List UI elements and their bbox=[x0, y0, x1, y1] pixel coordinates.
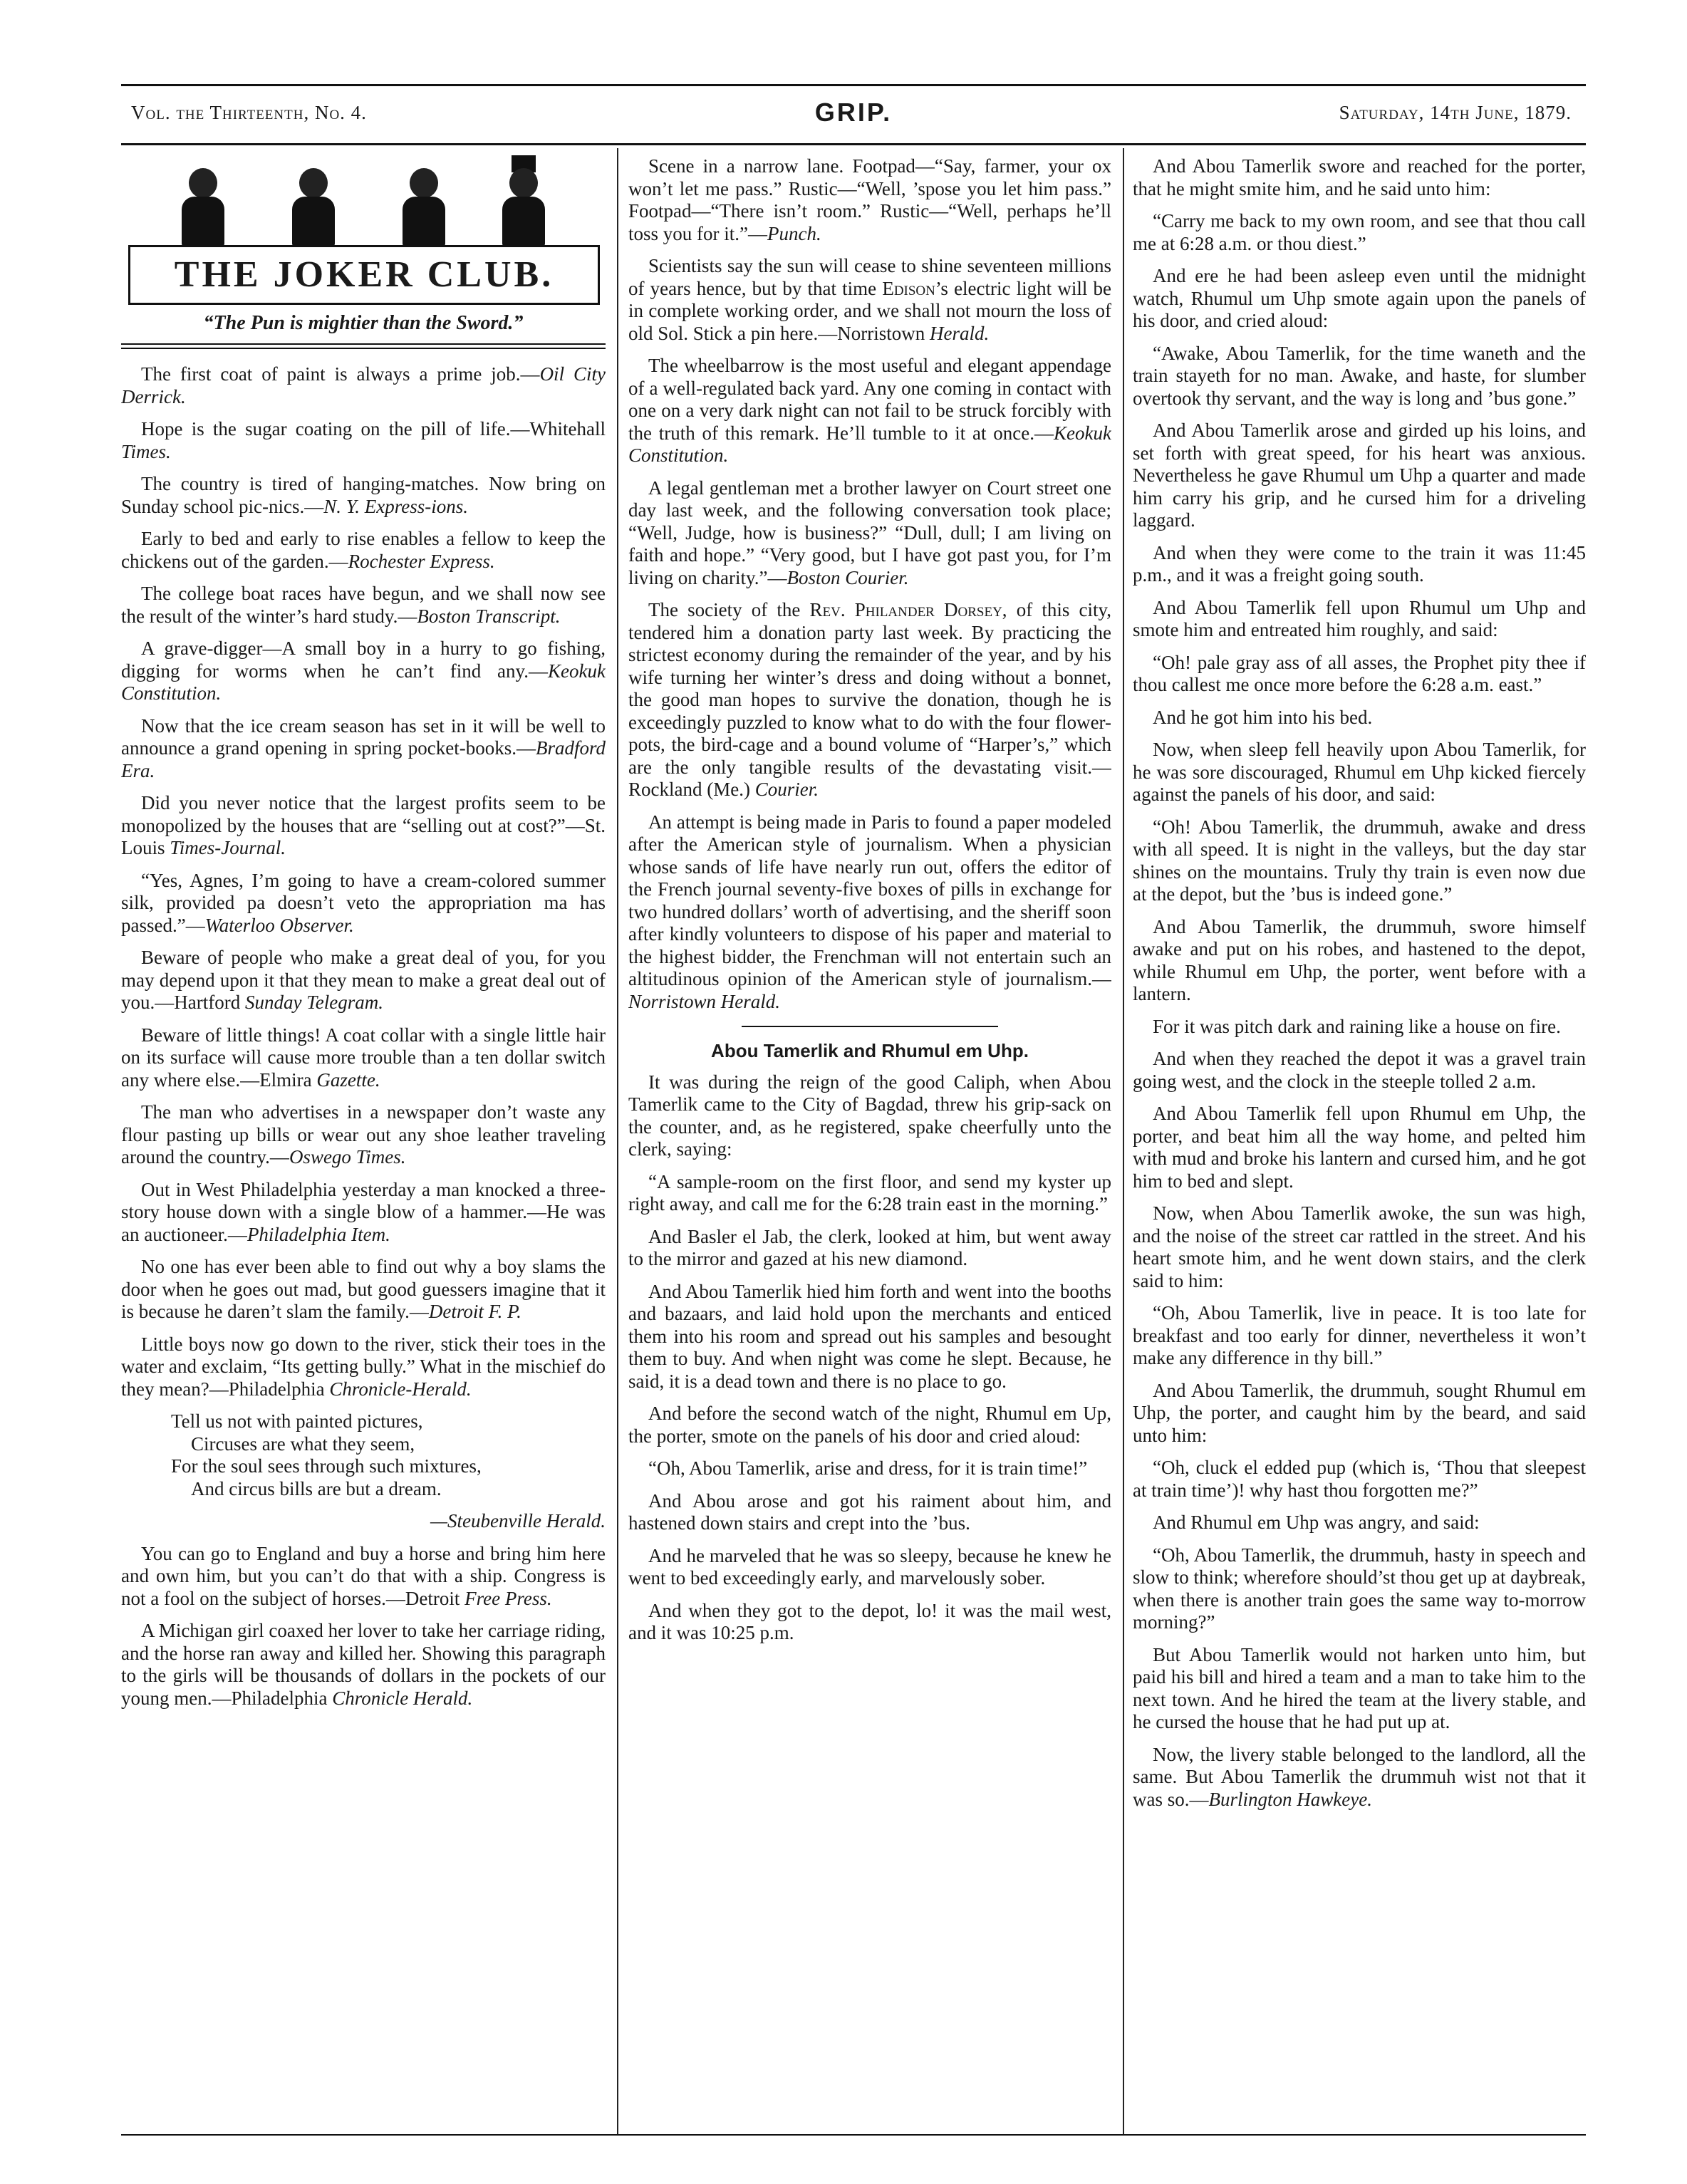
joke-item: You can go to England and buy a horse and bring him here and own him, but you can’t do that with a ship. Congress is not a fool on the subject of horses.—Detroit Free Press. bbox=[121, 1542, 606, 1609]
story-paragraph: “Oh! Abou Tamerlik, the drummuh, awake and dress with all speed. It is night in the valleys, but the day star shines on the mountains. Truly thy train is even now due at the depot, but the ’bus is indeed gone.” bbox=[1133, 816, 1586, 905]
story-paragraph: And Basler el Jab, the clerk, looked at him, but went away to the mirror and gazed at his new diamond. bbox=[628, 1225, 1111, 1269]
story-paragraph: Now, the livery stable belonged to the landlord, all the same. But Abou Tamerlik the drummuh wist not that it was so.—Burlington Hawkeye. bbox=[1133, 1743, 1586, 1810]
joke-item: Out in West Philadelphia yesterday a man knocked a three-story house down with a single blow of a hammer.—He was an auctioneer.—Philadelphia Item. bbox=[121, 1178, 606, 1245]
joke-item: A grave-digger—A small boy in a hurry to go fishing, digging for worms when he can’t find any.—Keokuk Constitution. bbox=[121, 638, 606, 704]
joke-item: No one has ever been able to find out why a boy slams the door when he goes out mad, but good guessers imagine that it is because he daren’t slam the family.—Detroit F. P. bbox=[121, 1256, 606, 1322]
joke-item: “Yes, Agnes, I’m going to have a cream-colored summer silk, provided pa doesn’t veto the appropriation ma has passed.”—Waterloo Observer. bbox=[121, 869, 606, 936]
story-paragraph: For it was pitch dark and raining like a house on fire. bbox=[1153, 1015, 1561, 1037]
story-paragraph: And before the second watch of the night, Rhumul em Up, the porter, smote on the panels of his door and cried aloud: bbox=[628, 1403, 1111, 1447]
story-paragraph: And Abou Tamerlik swore and reached for the porter, that he might smite him, and he said unto him: bbox=[1133, 155, 1586, 199]
joke-item: The society of the Rev. Philander Dorsey, of this city, tendered him a donation party last week. By practicing the strictest economy during the remainder of the year, and by his wife turning her winter’s dress and doing without a bonnet, the good man hopes to survive the donation, though he is exceedingly puzzled to know what to do with the four flower-pots, the bird-cage and a bound volume of “Harper’s,” which are the only tangible results of the devastating visit.—Rockland (Me.) Courier. bbox=[628, 599, 1111, 800]
separator-rule bbox=[742, 1026, 998, 1027]
column-2 bbox=[628, 155, 1111, 2136]
story-paragraph: And Abou Tamerlik fell upon Rhumul em Uhp, the porter, and beat him all the way home, and pelted him with mud and broke his lantern and cursed him, and he got him to bed and slept. bbox=[1133, 1103, 1586, 1192]
page-header bbox=[121, 84, 1586, 145]
joke-item: The first coat of paint is always a prime job.—Oil City Derrick. bbox=[121, 363, 606, 407]
story-paragraph: And when they reached the depot it was a gravel train going west, and the clock in the steeple tolled 2 a.m. bbox=[1133, 1048, 1586, 1092]
story-paragraph: And ere he had been asleep even until the midnight watch, Rhumul um Uhp smote again upon the panels of his door, and cried aloud: bbox=[1133, 265, 1586, 331]
story-paragraph: And Abou Tamerlik fell upon Rhumul um Uhp and smote him and entreated him roughly, and said: bbox=[1133, 596, 1586, 640]
joke-item: Beware of little things! A coat collar with a single little hair on its surface will cause more trouble than a ten dollar switch any where else.—Elmira Gazette. bbox=[121, 1024, 606, 1091]
joke-item: A legal gentleman met a brother lawyer on Court street one day last week, and the following conversation took place; “Well, Judge, how is business?” “Dull, dull; I am living on faith and hope.” “Very good, but I have got past you, for I’m living on charity.”—Boston Courier. bbox=[628, 477, 1111, 588]
page-bottom-rule bbox=[121, 2134, 1586, 2136]
story-paragraph: And Abou arose and got his raiment about him, and hastened down stairs and crept into the ’bus. bbox=[628, 1489, 1111, 1534]
story-paragraph: “Oh! pale gray ass of all asses, the Prophet pity thee if thou callest me once more before the 6:28 a.m. east.” bbox=[1133, 651, 1586, 695]
joke-item: Hope is the sugar coating on the pill of life.—Whitehall Times. bbox=[121, 418, 606, 462]
joke-item: The college boat races have begun, and we shall now see the result of the winter’s hard study.—Boston Transcript. bbox=[121, 583, 606, 627]
joke-item: Did you never notice that the largest profits seem to be monopolized by the houses that are “selling out at cost?”—St. Louis Times-Journal. bbox=[121, 792, 606, 858]
jester-figure bbox=[289, 168, 338, 246]
verse-source: —Steubenville Herald. bbox=[430, 1510, 606, 1532]
verse-line: Tell us not with painted pictures, bbox=[171, 1410, 423, 1432]
joke-item: The man who advertises in a newspaper don’t waste any flour pasting up bills or wear out any shoe leather traveling around the country.—Oswego Times. bbox=[121, 1101, 606, 1168]
joke-item: Little boys now go down to the river, stick their toes in the water and exclaim, “Its getting bully.” What in the mischief do they mean?—Philadelphia Chronicle-Herald. bbox=[121, 1333, 606, 1400]
joke-item: An attempt is being made in Paris to found a paper modeled after the American style of journalism. When a physician whose sands of life have nearly run out, offers the editor of the French journal seventy-five boxes of pills in exchange for two hundred dollars’ worth of advertising, and the sheriff soon after kindly volunteers to dispose of his paper and material to the highest bidder, the Frenchman will not entertain such an altitudinous opinion of the American style of journalism.—Norristown Herald. bbox=[628, 811, 1111, 1012]
column-3 bbox=[1133, 155, 1586, 2136]
story-paragraph: And when they were come to the train it was 11:45 p.m., and it was a freight going south. bbox=[1133, 541, 1586, 586]
story-title: Abou Tamerlik and Rhumul em Uhp. bbox=[711, 1040, 1029, 1061]
joke-item: The country is tired of hanging-matches. Now bring on Sunday school pic-nics.—N. Y. Express-ions. bbox=[121, 473, 606, 517]
story-paragraph: And Abou Tamerlik arose and girded up his loins, and set forth with great speed, for his heart was anxious. Nevertheless he gave Rhumul um Uhp a quarter and made him carry his grip, and he cursed him for a driveling laggard. bbox=[1133, 420, 1586, 531]
jester-figures-illustration bbox=[164, 161, 563, 246]
story-paragraph: “Awake, Abou Tamerlik, for the time waneth and the train stayeth for no man. Awake, and haste, for slumber overtook thy servant, and the way is long and ’bus gone.” bbox=[1133, 342, 1586, 409]
column-divider bbox=[1123, 148, 1124, 2136]
verse bbox=[171, 1410, 606, 1500]
column-divider bbox=[617, 148, 618, 2136]
verse-line: For the soul sees through such mixtures, bbox=[171, 1455, 482, 1477]
verse-line: And circus bills are but a dream. bbox=[191, 1477, 442, 1499]
story-paragraph: “Oh, cluck el edded pup (which is, ‘Thou that sleepest at train time’)! why hast thou forgotten me?” bbox=[1133, 1457, 1586, 1501]
joke-item: Beware of people who make a great deal of you, for you may depend upon it that they mean to make a great deal out of you.—Hartford Sunday Telegram. bbox=[121, 947, 606, 1013]
story-paragraph: “Oh, Abou Tamerlik, arise and dress, for it is train time!” bbox=[648, 1457, 1088, 1479]
story-paragraph: Now, when Abou Tamerlik awoke, the sun was high, and the noise of the street car rattled in the street. And his heart smote him, and he went down stairs, and the clerk said to him: bbox=[1133, 1202, 1586, 1291]
story-paragraph: And Abou Tamerlik hied him forth and went into the booths and bazaars, and laid hold upon the merchants and enticed them into his room and spread out his samples and besought them to buy. And when night was come he slept. Because, he said, it is a dead town and there is no place to go. bbox=[628, 1280, 1111, 1392]
story-paragraph: And Abou Tamerlik, the drummuh, sought Rhumul em Uhp, the porter, and caught him by the beard, and said unto him: bbox=[1133, 1379, 1586, 1446]
section-rule bbox=[121, 343, 606, 349]
story-paragraph: And he marveled that he was so sleepy, because he knew he went to bed exceedingly early, and marvelously sober. bbox=[628, 1544, 1111, 1588]
joker-club-banner bbox=[128, 161, 598, 339]
masthead-title: GRIP. bbox=[814, 98, 893, 127]
jester-figure bbox=[178, 168, 228, 246]
joke-item: Scientists say the sun will cease to shine seventeen millions of years hence, but by that time Edison’s electric light will be in complete working order, and we shall not mourn the loss of old Sol. Stick a pin here.—Norristown Herald. bbox=[628, 255, 1111, 344]
joke-item: Scene in a narrow lane. Footpad—“Say, farmer, your ox won’t let me pass.” Rustic—“Well, ’spose you let him pass.” Footpad—“There isn’t room.” Rustic—“Well, perhaps he’ll toss you for it.”—Punch. bbox=[628, 155, 1111, 244]
story-paragraph: But Abou Tamerlik would not harken unto him, but paid his bill and hired a team and a man to take him to the next town. And he hired the team at the livery stable, and he cursed the house that he had put up at. bbox=[1133, 1643, 1586, 1732]
joke-item: Early to bed and early to rise enables a fellow to keep the chickens out of the garden.—Rochester Express. bbox=[121, 528, 606, 572]
top-hat-figure bbox=[499, 168, 549, 246]
verse-line: Circuses are what they seem, bbox=[191, 1432, 415, 1455]
story-paragraph: And he got him into his bed. bbox=[1153, 706, 1373, 728]
volume-number: Vol. the Thirteenth, No. 4. bbox=[131, 102, 367, 123]
story-paragraph: “Oh, Abou Tamerlik, live in peace. It is too late for breakfast and too early for dinner, nevertheless it won’t make any difference in thy bill.” bbox=[1133, 1302, 1586, 1368]
jester-figure bbox=[399, 168, 449, 246]
joke-item: Now that the ice cream season has set in it will be well to announce a grand opening in spring pocket-books.—Bradford Era. bbox=[121, 714, 606, 781]
story-paragraph: And Abou Tamerlik, the drummuh, swore himself awake and put on his robes, and hastened to the depot, while Rhumul em Uhp, the porter, went before with a lantern. bbox=[1133, 915, 1586, 1004]
story-paragraph: “Oh, Abou Tamerlik, the drummuh, hasty in speech and slow to think; wherefore should’st thou get up at daybreak, when there is another train goes the same way to-morrow morning?” bbox=[1133, 1544, 1586, 1633]
story-paragraph: And when they got to the depot, lo! it was the mail west, and it was 10:25 p.m. bbox=[628, 1599, 1111, 1643]
story-paragraph: Now, when sleep fell heavily upon Abou Tamerlik, for he was sore discouraged, Rhumul em Uhp kicked fiercely against the panels of his door, and said: bbox=[1133, 739, 1586, 805]
column-1 bbox=[121, 155, 606, 2136]
club-motto: “The Pun is mightier than the Sword.” bbox=[203, 312, 524, 334]
story-paragraph: “Carry me back to my own room, and see that thou call me at 6:28 a.m. or thou diest.” bbox=[1133, 210, 1586, 254]
newspaper-page bbox=[121, 84, 1586, 2136]
joke-item: A Michigan girl coaxed her lover to take her carriage riding, and the horse ran away and killed her. Showing this paragraph to the girls will be thousands of dollars in the pockets of our young men.—Philadelphia Chronicle Herald. bbox=[121, 1620, 606, 1709]
club-title: THE JOKER CLUB. bbox=[128, 245, 600, 305]
joke-item: The wheelbarrow is the most useful and elegant appendage of a well-regulated back yard. Any one coming in contact with one on a very dark night can not fail to be struck forcibly with the truth of this remark. He’ll tumble to it at once.—Keokuk Constitution. bbox=[628, 355, 1111, 466]
issue-date: Saturday, 14th June, 1879. bbox=[1339, 102, 1572, 123]
story-paragraph: It was during the reign of the good Caliph, when Abou Tamerlik came to the City of Bagdad, threw his grip-sack on the counter, and, as he registered, spake cheerfully unto the clerk, saying: bbox=[628, 1071, 1111, 1160]
story-paragraph: And Rhumul em Uhp was angry, and said: bbox=[1153, 1512, 1480, 1533]
story-paragraph: “A sample-room on the first floor, and send my kyster up right away, and call me for the 6:28 train east in the morning.” bbox=[628, 1170, 1111, 1215]
